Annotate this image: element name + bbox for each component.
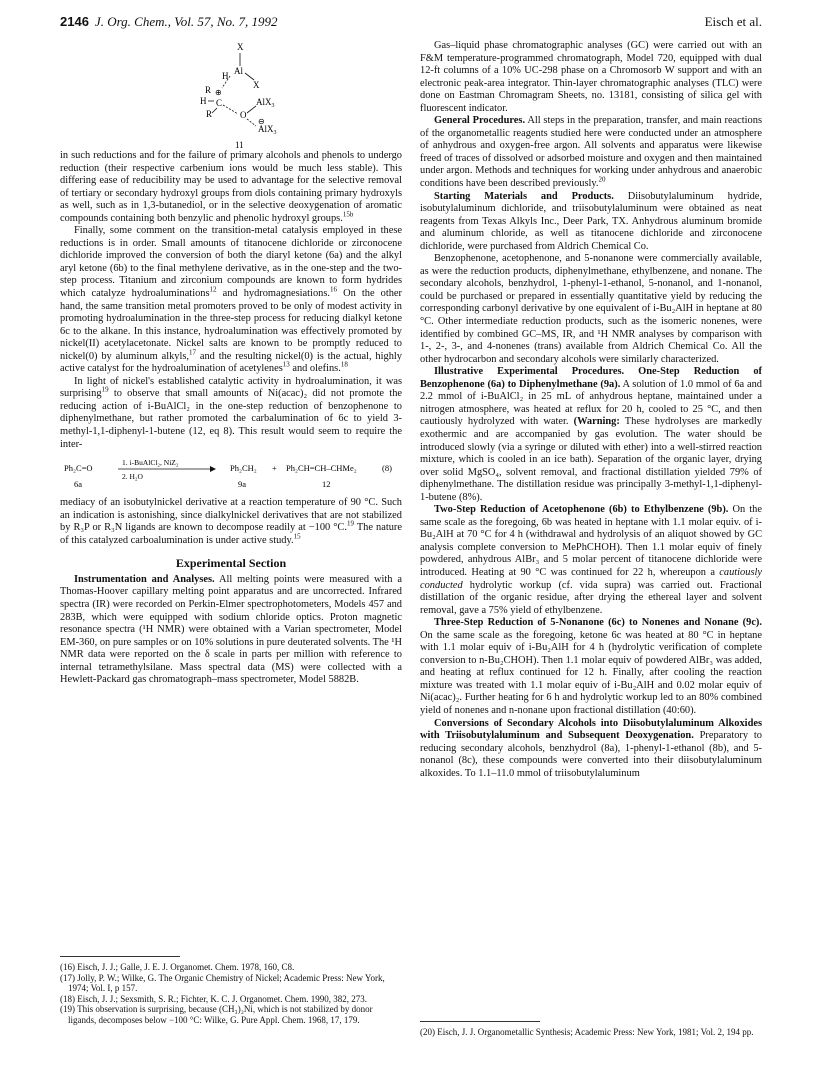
running-header — [60, 14, 762, 32]
eq8-number: (8) — [382, 463, 392, 474]
journal-citation: J. Org. Chem., Vol. 57, No. 7, 1992 — [94, 14, 278, 29]
equation-8 — [60, 457, 402, 493]
paragraph-4: mediacy of an isobutylnickel derivative at a reaction temperature of 90 °C. Such an indication is astonishing, since dialkylnickel derivatives that are not stabilized by R₃P or R₃N ligands are known to decompose readily at −100 °C.$^{19}$ The nature of this catalyzed carboalumination is under active study.$^{15}$ — [60, 497, 403, 546]
left-footnotes — [60, 962, 402, 1026]
footnote-rule-left — [60, 956, 180, 957]
atom-c: C — [216, 98, 223, 108]
footnote-18: (18) Eisch, J. J.; Sexsmith, S. R.; Fichter, K. C. J. Organomet. Chem. 1990, 382, 273. — [60, 993, 367, 1004]
footnote-17: (17) Jolly, P. W.; Wilke, G. The Organic Chemistry of Nickel; Academic Press: New York, 1974; Vol. I, p 157. — [60, 972, 385, 994]
eq8-product-2-label: 12 — [322, 479, 331, 490]
left-column — [60, 40, 402, 687]
atom-alx3-b: AlX$_3$ — [258, 124, 277, 136]
paragraph-2: Finally, some comment on the transition-metal catalysis employed in these reductions is in order. Small amounts of titanocene dichloride or zirconocene dichloride improved the conversion of both the diaryl ketone (6a) and the alkyl aryl ketone (6b) to the final methylene derivative, as in the one-step and the two-step process. Titanium and zirconium compounds are known to form hydrides which catalyze hydroaluminations$^{12}$ and hydromagnesiations.$^{16}$ On the other hand, the same transition metal promoters proved to be only of modest activity in promoting hydroalumination in the three-step process for reducing dialkyl ketone 6c to the alkane. In this instance, hydroalumination was effectively promoted by nickel(II) acetylacetonate. Nickel salts are known to be promptly reduced to nickel(0) by aluminum alkyls,$^{17}$ and the resulting nickel(0) is the actual, highly active catalyst for the hydroalumination of acetylenes$^{13}$ and olefins.$^{18}$ — [60, 225, 402, 375]
eq8-reactant-label: 6a — [74, 479, 83, 490]
atom-r2: R — [206, 109, 213, 119]
atom-x-top: X — [237, 42, 244, 52]
paragraph-general-procedures: General Procedures. All steps in the preparation, transfer, and main reactions of the organometallic reagents studied here were conducted under an atmosphere of anhydrous and oxygen-free argon. All solvents and apparatus were likewise freed of traces of dissolved or adsorbed moisture and oxygen and then maintained under argon. Methods and techniques for working under anhydrous and anaerobic conditions have been described previously.$^{20}$ — [420, 115, 762, 190]
eq8-product-1: Ph₂CH₂ — [230, 463, 257, 474]
atom-r1: R — [205, 85, 212, 95]
footnote-rule-right — [420, 1021, 540, 1022]
plus-charge: ⊕ — [215, 88, 222, 97]
eq8-reactant: Ph₂C=O — [64, 463, 93, 474]
structure-11-drawing — [60, 40, 402, 150]
header-left — [60, 14, 278, 30]
footnote-19: (19) This observation is surprising, because (CH₃)₂Ni, which is not stabilized by donor ligands, decomposes below −100 °C: Wilke, G. Pure Appl. Chem. 1968, 17, 179. — [60, 1004, 373, 1025]
structure-11 — [60, 40, 402, 150]
paragraph-starting-materials: Starting Materials and Products. Diisobutylaluminum hydride, isobutylaluminum dichloride, and triisobutylaluminum were obtained as neat reagents from Texas Alkyls Inc., Deer Park, TX. Anhydrous aluminum bromide and aluminum chloride, as well as titanocene dichloride and zirconocene dichloride, were purchased from Aldrich Chemical Co. — [420, 190, 762, 252]
atom-h-c: H — [200, 96, 207, 106]
eq8-condition-2: 2. H₂O — [122, 472, 143, 482]
footnote-16: (16) Eisch, J. J.; Galle, J. E. J. Organomet. Chem. 1978, 160, C8. — [60, 962, 295, 972]
paragraph-benzophenone: Benzophenone, acetophenone, and 5-nonanone were commercially available, as were the reduction products, diphenylmethane, ethylbenzene, and nonane. The secondary alcohols, benzhydrol, 1-phenyl-1-ethanol, 5-nonanol, and 1-nonanol, could be purchased or prepared in essentially quantitative yield by reducing the corresponding carbonyl derivative by one equivalent of i-Bu₂AlH in heptane at 80 °C. Other intermediate reduction products, such as the isomeric nonenes, were identified by combined GC–MS, IR, and ¹H NMR analyses by comparison with 1-, 2-, 3-, and 4-nonenes (trans) available from Aldrich Chemical Co. All the other hydrocarbon and secondary alcohols were similarly characterized. — [420, 253, 762, 365]
paragraph-one-step: Illustrative Experimental Procedures. One-Step Reduction of Benzophenone (6a) to Diphenylmethane (9a). A solution of 1.0 mmol of 6a and 2.2 mmol of i-BuAlCl₂ in 25 mL of anhydrous heptane, maintained under a nitrogen atmosphere, was heated at reflux for 20 h, cooled to 25 °C, and then cautiously hydrolyzed with water. (Warning: These hydrolyses are markedly exothermic and are accompanied by gas evolution. The water should be introduced slowly (via a syringe or diluted with ether) into a well-stirred reaction mixture, which is cooled in an ice bath). Separation of the organic layer, drying over solid MgSO₄, solvent removal, and fractional distillation yielded 79% of diphenylmethane. The distillation residue was principally 3-methyl-1,1-diphenyl-1-butene (8%). — [420, 366, 762, 503]
paragraph-conversions: Conversions of Secondary Alcohols into Diisobutylaluminum Alkoxides with Triisobutylaluminum and Subsequent Deoxygenation. Preparatory to reducing secondary alcohols, benzhydrol (8a), 1-phenyl-1-ethanol (8b), and 5-nonanol (8c), these compounds were converted into their diisobutylaluminum alkoxides. To 1.1–11.0 mmol of triisobutylaluminum — [420, 717, 762, 779]
right-footnotes — [420, 1027, 762, 1038]
atom-x-right: X — [253, 80, 260, 90]
section-title-experimental: Experimental Section — [175, 556, 287, 571]
paragraph-gc: Gas–liquid phase chromatographic analyses (GC) were carried out with an F&M temperature-programmed chromatograph, Model 720, equipped with dual 12-ft columns of a 10% UC-298 phase on a Chromosorb W support and with an electronic peak-area integrator. Thin-layer chromatographic analyses (TLC) were done on Eastman Chromagram Sheets, no. 13181, consisting of silica gel with fluorescent indicator. — [420, 40, 762, 114]
paragraph-two-step: Two-Step Reduction of Acetophenone (6b) to Ethylbenzene (9b). On the same scale as the foregoing, 6b was heated in heptane with 1.1 molar equiv. of i-Bu₂AlH at 70 °C for 4 h (withdrawal and hydrolysis of an aliquot showed by GC analysis complete conversion to MePhCHOH). Then 1.1 molar equiv of finely powdered, anhydrous AlBr₃ and 5 molar percent of titanocene dichloride were introduced. Heating at 90 °C was continued for 22 h, whereupon a cautiously conducted hydrolytic workup (cf. vida supra) was carried out. Fractional distillation of the organic residue, after drying the ethereal layer and solvent removal, gave a 75% yield of ethylbenzene. — [420, 504, 762, 616]
right-column — [420, 40, 762, 780]
eq8-arrowhead — [210, 466, 216, 472]
footnote-20: (20) Eisch, J. J. Organometallic Synthesis; Academic Press: New York, 1981; Vol. 2, 194 pp. — [420, 1027, 754, 1037]
eq8-plus: + — [272, 463, 277, 474]
paragraph-three-step: Three-Step Reduction of 5-Nonanone (6c) to Nonenes and Nonane (9c). On the same scale as the foregoing, ketone 6c was heated at 80 °C in heptane with 1.1 molar equiv of i-Bu₂AlH for 4 h (hydrolytic verification of complete conversion to n-Bu₂CHOH). Then 1.1 molar equiv of powdered AlBr₃ was added, and heating at reflux continued for 12 h. Finally, after cooling the reaction mixture was treated with 1.1 molar equiv of i-Bu₂AlH and 0.02 molar equiv of Ni(acac)₂. Further heating for 6 h and hydrolytic workup led to an 80% combined yield of nonenes and n-nonane upon fractional distillation (40:60). — [420, 617, 762, 716]
atom-o: O — [240, 110, 247, 120]
atom-h-top: H — [222, 71, 229, 81]
paragraph-instrumentation: Instrumentation and Analyses. All melting points were measured with a Thomas-Hoover capillary melting point apparatus and are uncorrected. Infrared spectra (IR) were recorded on Perkin-Elmer spectrophotometers, Models 457 and 283B, which were equipped with sodium chloride optics. Proton magnetic resonance spectra (¹H NMR) were obtained with a Varian spectrometer, Model EM-360, on pure samples or on 10% solutions in pure deuterated solvents. The ¹H NMR data were reported on the δ scale in parts per million with reference to internal tetramethylsilane. Mass spectral data (MS) were collected with a Hewlett-Packard gas chromatograph–mass spectrometer, Model 5882B. — [60, 573, 403, 686]
paragraph-3: In light of nickel's established catalytic activity in hydroalumination, it was surprising$^{19}$ to observe that small amounts of Ni(acac)₂ did not promote the reducing action of i-BuAlCl₂ in the one-step reduction of benzophenone to diphenylmethane, but rather promoted the carbalumination of 6c to yield 3-methyl-1,1-diphenyl-1-butene (12, eq 8). This result would seem to require the inter- — [60, 375, 402, 450]
paragraph-1: in such reductions and for the failure of primary alcohols and phenols to undergo reduction (their respective carbenium ions would be much less stable). This differing ease of reducibility may be used to advantage for the selective removal of tertiary or secondary hydroxyl groups from diols containing primary hydroxyls as well, such as in 1,3-butanediol, or in the selective deoxygenation of aromatic compounds containing both benzylic and phenolic hydroxyl groups.$^{15b}$ — [60, 150, 402, 224]
eq8-condition-1: 1. i-BuAlCl₂, NiZ₂ — [122, 458, 179, 468]
header-authors: Eisch et al. — [704, 14, 762, 29]
atom-al: Al — [234, 66, 243, 76]
compound-label-11: 11 — [235, 140, 244, 150]
eq8-product-1-label: 9a — [238, 479, 247, 490]
eq8-product-2: Ph₂CH=CH–CHMe₂ — [286, 463, 357, 474]
atom-alx3-a: AlX$_3$ — [256, 97, 275, 109]
page-number: 2146 — [60, 14, 89, 29]
minus-charge: ⊖ — [258, 117, 265, 126]
